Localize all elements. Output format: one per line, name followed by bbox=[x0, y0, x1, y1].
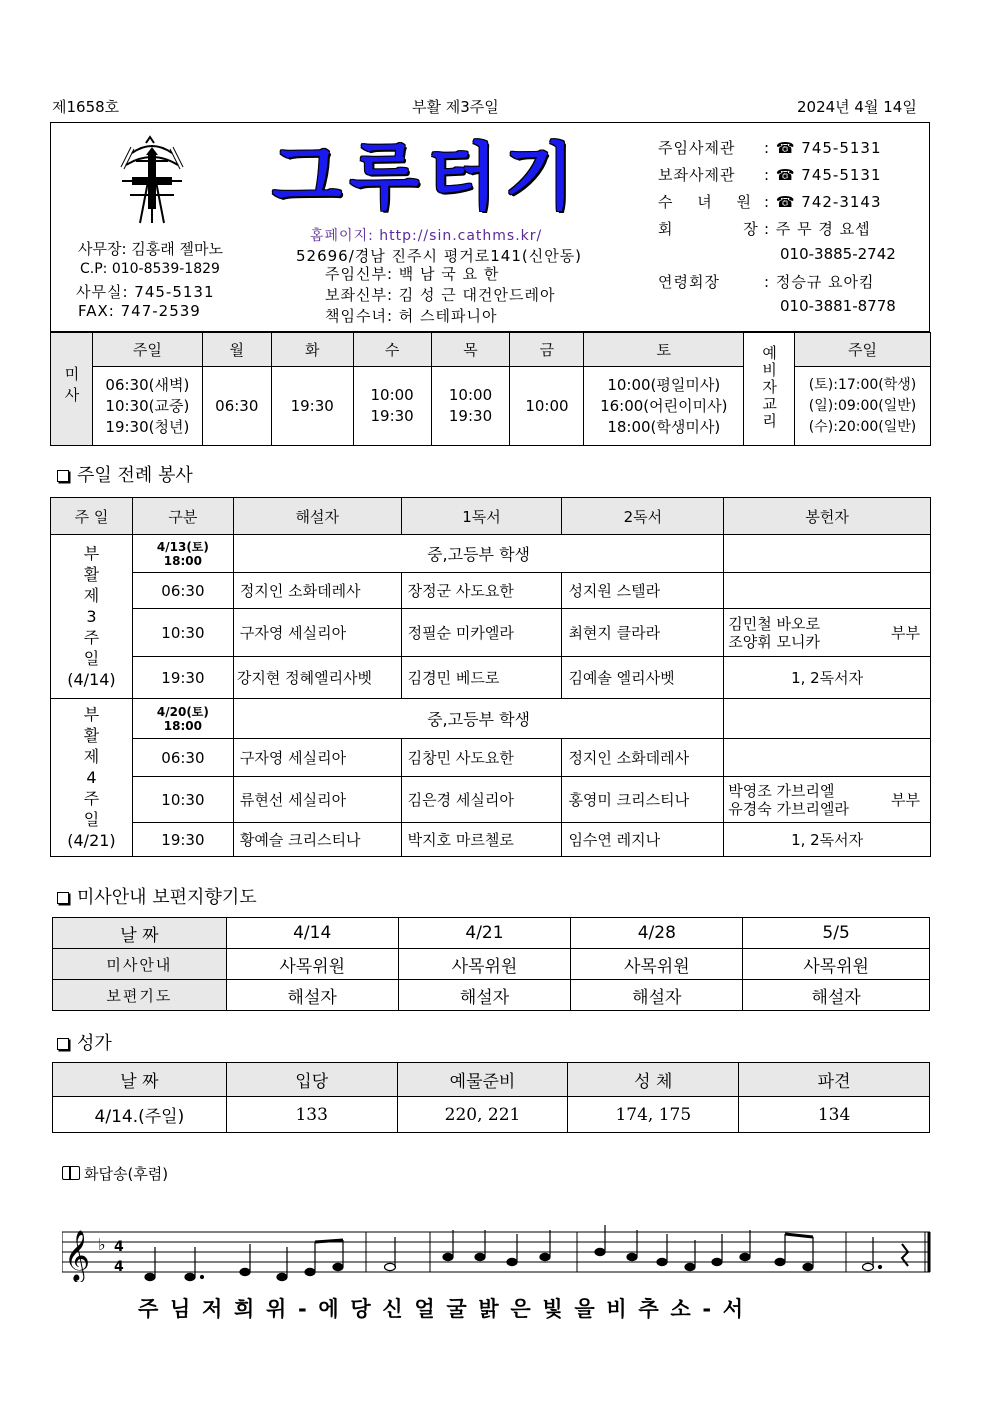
commentator: 황예슬 크리스티나 bbox=[233, 823, 401, 857]
liturgy-col-offering: 봉헌자 bbox=[724, 498, 931, 535]
catechism-label: 예비자교리 bbox=[744, 333, 795, 446]
reader1: 정필순 미카엘라 bbox=[401, 609, 562, 657]
hymns-table bbox=[52, 1062, 930, 1133]
psalm-title: 화답송(후렴) bbox=[62, 1163, 168, 1184]
contact-row: 연령회장 : 정승규 요아킴 bbox=[658, 273, 875, 291]
office-manager: 사무장: 김홍래 젤마노 bbox=[78, 240, 224, 258]
thu-times: 10:00 19:30 bbox=[431, 367, 510, 446]
hymn-entrance: 133 bbox=[226, 1097, 397, 1133]
reader1: 김창민 사도요한 bbox=[401, 739, 562, 777]
homepage-link[interactable]: 홈페이지: http://sin.cathms.kr/ bbox=[310, 228, 543, 244]
reader1: 김은경 세실리아 bbox=[401, 777, 562, 823]
prayer-header-date: 5/5 bbox=[743, 918, 930, 949]
hymn-header: 파견 bbox=[739, 1063, 930, 1097]
hymns-section-title: 성가 bbox=[57, 1029, 112, 1055]
prayer-cell: 사목위원 bbox=[398, 949, 571, 980]
wed-times: 10:00 19:30 bbox=[353, 367, 431, 446]
mass-schedule-table bbox=[50, 332, 931, 446]
reader1: 김경민 베드로 bbox=[401, 657, 562, 699]
contact-row: 수 녀 원 : ☎ 742-3143 bbox=[658, 193, 882, 211]
commentator: 구자영 세실리아 bbox=[233, 609, 401, 657]
prayer-row-label: 보편기도 bbox=[53, 980, 227, 1011]
service-time: 4/20(토) 18:00 bbox=[132, 699, 233, 739]
mass-col-thu: 목 bbox=[431, 333, 510, 367]
fri-time: 10:00 bbox=[510, 367, 584, 446]
prayer-cell: 사목위원 bbox=[571, 949, 743, 980]
offering-cell: 김민철 바오로 조양휘 모니카 부부 bbox=[724, 609, 931, 657]
service-time: 06:30 bbox=[132, 573, 233, 609]
office-phone: 사무실: 745-5131 bbox=[76, 283, 215, 301]
newsletter-title: 그루터기 bbox=[272, 135, 583, 219]
merged-service: 중,고등부 학생 bbox=[233, 699, 723, 739]
prayer-header-date: 4/14 bbox=[226, 918, 398, 949]
sat-times: 10:00(평일미사) 16:00(어린이미사) 18:00(학생미사) bbox=[584, 367, 744, 446]
sister-name: 책임수녀: 허 스테파니아 bbox=[325, 307, 498, 325]
reader2: 정지인 소화데레사 bbox=[562, 739, 724, 777]
liturgy-col-commentator: 해설자 bbox=[233, 498, 401, 535]
service-time: 19:30 bbox=[132, 823, 233, 857]
hymn-date: 4/14.(주일) bbox=[53, 1097, 227, 1133]
contact-row: 회 장 : 주 무 경 요셉 bbox=[658, 220, 871, 238]
tue-time: 19:30 bbox=[271, 367, 353, 446]
contact-row: 보좌사제관 : ☎ 745-5131 bbox=[658, 166, 882, 184]
liturgy-col-division: 구분 bbox=[132, 498, 233, 535]
mass-col-tue: 화 bbox=[271, 333, 353, 367]
commentator: 강지현 정혜엘리사벳 bbox=[233, 657, 401, 699]
president-phone: 010-3885-2742 bbox=[780, 245, 896, 263]
prayer-header-date: 날 짜 bbox=[53, 918, 227, 949]
reader2: 홍영미 크리스티나 bbox=[562, 777, 724, 823]
offering-cell bbox=[724, 535, 931, 573]
liturgy-col-sunday: 주 일 bbox=[51, 498, 133, 535]
svg-text:𝄞: 𝄞 bbox=[64, 1230, 91, 1281]
prayer-cell: 해설자 bbox=[398, 980, 571, 1011]
reader2: 임수연 레지나 bbox=[562, 823, 724, 857]
prayer-header-date: 4/28 bbox=[571, 918, 743, 949]
svg-text:4: 4 bbox=[114, 1239, 124, 1255]
hymn-header: 입당 bbox=[226, 1063, 397, 1097]
offering-cell: 1, 2독서자 bbox=[724, 823, 931, 857]
service-time: 10:30 bbox=[132, 777, 233, 823]
psalm-lyrics: 주 님 저 희 위 - 에 당 신 얼 굴 밝 은 빛 을 비 추 소 - 서 bbox=[138, 1297, 746, 1321]
issue-date: 2024년 4월 14일 bbox=[797, 98, 917, 116]
funeral-president-phone: 010-3881-8778 bbox=[780, 297, 896, 315]
reader1: 박지호 마르첼로 bbox=[401, 823, 562, 857]
liturgy-col-reading2: 2독서 bbox=[562, 498, 724, 535]
svg-text:4: 4 bbox=[114, 1259, 124, 1275]
liturgy-section-title: 주일 전례 봉사 bbox=[57, 461, 193, 487]
offering-cell bbox=[724, 739, 931, 777]
sunday-times: 06:30(새벽) 10:30(교중) 19:30(청년) bbox=[92, 367, 202, 446]
mass-col-mon: 월 bbox=[202, 333, 271, 367]
service-time: 06:30 bbox=[132, 739, 233, 777]
mass-col-sunday: 주일 bbox=[92, 333, 202, 367]
offering-cell bbox=[724, 573, 931, 609]
service-time: 19:30 bbox=[132, 657, 233, 699]
mass-col-fri: 금 bbox=[510, 333, 584, 367]
hymn-offertory: 220, 221 bbox=[397, 1097, 568, 1133]
commentator: 류현선 세실리아 bbox=[233, 777, 401, 823]
pastor-name: 주임신부: 백 남 국 요 한 bbox=[325, 265, 500, 283]
offering-cell: 1, 2독서자 bbox=[724, 657, 931, 699]
hymn-header: 날 짜 bbox=[53, 1063, 227, 1097]
reader2: 최현지 클라라 bbox=[562, 609, 724, 657]
reader1: 장정군 사도요한 bbox=[401, 573, 562, 609]
prayer-section-title: 미사안내 보편지향기도 bbox=[57, 883, 257, 909]
commentator: 구자영 세실리아 bbox=[233, 739, 401, 777]
office-fax: FAX: 747-2539 bbox=[78, 302, 201, 320]
reader2: 김예솔 엘리사벳 bbox=[562, 657, 724, 699]
prayer-cell: 해설자 bbox=[226, 980, 398, 1011]
prayer-cell: 사목위원 bbox=[743, 949, 930, 980]
liturgy-col-reading1: 1독서 bbox=[401, 498, 562, 535]
service-time: 4/13(토) 18:00 bbox=[132, 535, 233, 573]
assistant-pastor-name: 보좌신부: 김 성 근 대건안드레아 bbox=[325, 286, 556, 304]
prayer-header-date: 4/21 bbox=[398, 918, 571, 949]
book-icon bbox=[62, 1166, 80, 1180]
prayer-cell: 사목위원 bbox=[226, 949, 398, 980]
catechism-header: 주일 bbox=[795, 333, 931, 367]
music-staff bbox=[62, 1222, 932, 1282]
mon-time: 06:30 bbox=[202, 367, 271, 446]
church-address: 52696/경남 진주시 평거로141(신안동) bbox=[296, 247, 583, 265]
mass-side-label: 미사 bbox=[51, 333, 93, 446]
catechism-times: (토):17:00(학생) (일):09:00(일반) (수):20:00(일반) bbox=[795, 367, 931, 446]
prayer-cell: 해설자 bbox=[743, 980, 930, 1011]
hymn-communion: 174, 175 bbox=[568, 1097, 739, 1133]
merged-service: 중,고등부 학생 bbox=[233, 535, 723, 573]
liturgy-table bbox=[50, 497, 931, 857]
offering-cell bbox=[724, 699, 931, 739]
mass-col-sat: 토 bbox=[584, 333, 744, 367]
week-title: 부활 제3주일 bbox=[412, 98, 499, 116]
prayer-row-label: 미사안내 bbox=[53, 949, 227, 980]
svg-text:♭: ♭ bbox=[98, 1235, 106, 1254]
hymn-header: 성 체 bbox=[568, 1063, 739, 1097]
contact-row: 주임사제관 : ☎ 745-5131 bbox=[658, 139, 882, 157]
cross-logo-icon bbox=[110, 135, 194, 227]
office-cp: C.P: 010-8539-1829 bbox=[80, 261, 220, 277]
hymn-dismissal: 134 bbox=[739, 1097, 930, 1133]
service-time: 10:30 bbox=[132, 609, 233, 657]
mass-col-wed: 수 bbox=[353, 333, 431, 367]
reader2: 성지원 스텔라 bbox=[562, 573, 724, 609]
prayer-cell: 해설자 bbox=[571, 980, 743, 1011]
hymn-header: 예물준비 bbox=[397, 1063, 568, 1097]
week-label: 부 활 제 4 주 일 (4/21) bbox=[51, 699, 133, 857]
week-label: 부 활 제 3 주 일 (4/14) bbox=[51, 535, 133, 699]
offering-cell: 박영조 가브리엘 유경숙 가브리엘라 부부 bbox=[724, 777, 931, 823]
issue-number: 제1658호 bbox=[52, 98, 120, 116]
commentator: 정지인 소화데레사 bbox=[233, 573, 401, 609]
prayer-table bbox=[52, 917, 930, 1011]
